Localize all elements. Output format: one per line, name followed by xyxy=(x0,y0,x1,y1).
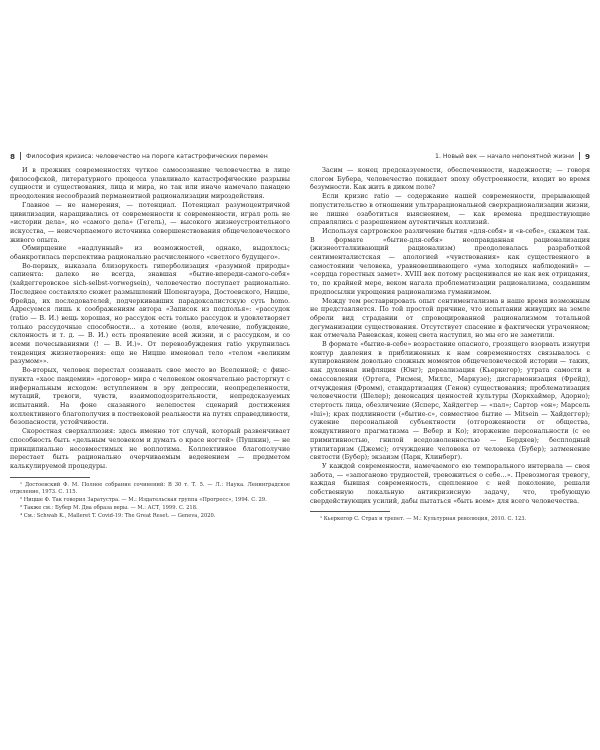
footnote: ¹ Кьеркегор С. Страх и трепет. — М.: Культурная революция, 2010. С. 123. xyxy=(320,516,527,523)
paragraph: Обмирщение «надлунный» из возможностей, однако, выдохлось; обанкротилась перспектива рационально расчисленного «светлого будущего». xyxy=(10,244,290,262)
left-page-number: 8 xyxy=(10,151,16,161)
footnote: ⁴ См.: Schwab K., Malleret T. Covid-19: The Great Reset. — Geneva, 2020. xyxy=(20,512,216,519)
right-header-divider xyxy=(579,152,580,160)
right-page xyxy=(310,150,590,730)
paragraph: И в прежних современностях чуткое самосознание человечества в лице философской, литературного процесса улавливало катастрофические разрывы сущности и существования, лица и мира, но так или иначе намечало панацею преодоления несообразий перманентной рационализации мироздействия. xyxy=(10,166,290,201)
paragraph: Главное — не намерения, — потенциал. Потенциал разумоцентричной цивилизации, наращивались от современности к современности, играл роль не «истории дела», но «самого дела» (Гегель), — высокого жизнеустроительного искусства, — неисчерпаемого источника совершенствования общечеловеческого живого опыта. xyxy=(10,200,290,244)
paragraph: Используя сартровское различение бытия «для-себя» и «в-себе», скажем так. В формате «бытие-для-себя» неоправданная рационализация (жизнеотталкивающий рационализм) преодолевалась разработкой сентименталистская — апологией «чувствования» как существенного в самостоянии человека, уравновешивающего «ума холодных наблюдений» — «сердца горестных замет». XVIII век потому расценивался не как век отрицания, то, по крайней мере, веком нагала проблематизации рационализма, создавшим предпосылки укрощения рационализма гуманизмом. xyxy=(310,226,590,296)
left-header-divider xyxy=(20,152,21,160)
left-footnote-rule xyxy=(10,477,90,478)
right-footnote-rule xyxy=(310,511,390,512)
paragraph: Скоростная сверхаллюзия: здесь именно тот случай, который развенчивает способность быть «дельным человеком и думать о красе ногтей» (Пушкин), — не принципиально несовместимых не воплотима. Коллективное благополучие перестает быть рационально очерчиваемым веденением — предметом калькулируемой процедуры. xyxy=(10,427,290,470)
right-body-text xyxy=(310,166,590,505)
right-footnotes xyxy=(310,516,590,523)
right-running-head xyxy=(310,150,590,162)
paragraph: В формате «бытие-в-себе» возрастание опасного, грозящего взорвать изнутри контур давления в приближенных к нам современностях связывалось с купированием довольно сложных моментов общечеловеческой истории — таких, как духовная инфляция (Юнг); дереализация (Кьеркегор); утрата самости в омассовлении (Ортега, Рисмен, Миллс, Маркузе); дисгармонизация (Фрейд), отчуждения (Фромм), стандартизация (Генон) существования; проблематизация человечности (Шелер); денонсация ценностей культуры (Хоркхаймер, Адорно); стертость лица, обезличение (Ясперс, Хайдеггер — «пал»; Сартор «он»; Марсель «lui»); крах подлинности («бытие-с», совместное бытие — Mitsein — Хайдеггер); сужение персональной субъектности (отгороженности от общества, кондуктивного прагматизма — Вебер и Ко); вторжение персональности (с ее примитивностью, гнилой вседозволенностью — Бердяев); бесплодный утилитаризм (Джемс); отчуждение человека от человека (Бубер); затменение святости (Бубер); экзаизм (Парк, Клинберг). xyxy=(310,340,590,462)
left-body-text xyxy=(10,166,290,471)
left-running-head xyxy=(10,150,290,162)
footnote: ³ Также см.: Бубер М. Два образа веры. — М.: АСТ, 1999. С. 218. xyxy=(20,504,198,511)
left-page xyxy=(10,150,290,730)
paragraph: Если кризис ratio — содержание нашей современности, прерывающей попустительство в отношении ультрарациональной сверхрационализации жизни, не лишне озаботиться выяснением, — как времена предшествующие справлялись с разрешением аутентичных коллизий. xyxy=(310,192,590,227)
footnote: ¹ Достоевский Ф. М. Полное собрание сочинений: В 30 т. Т. 5. — Л.: Наука. Ленинградское отделение, 1973. С. 115. xyxy=(10,481,290,495)
paragraph: Во-вторых, человек перестал сознавать свое место во Вселенной; с финс-пункта «хаос пандемии» «договор» мира с человеком окончательно расторгнут с инфернальным исходом: вступлением в эру депрессии, неопределенности, мутаций, тревоги, чувств, взаимоподозрительности, непредсказуемых испытаний. На фоне сказанного нелепостен сценарий достижения коллективного благополучия в поствековой реальности на путях справедливости, безопасности, устойчивости. xyxy=(10,366,290,427)
paragraph: Между тем реставрировать опыт сентиментализма в наше время возможным не представляется. По той простой причине, что испытании живущих на земле обрели вид страдании от спровоцированной рационализмом тотальной дегуманизации существования. Отсутствует спасение в фактически утраченном; как отмечала Раневская, конец света наступил, но мы его не заметили. xyxy=(310,296,590,340)
left-running-head-title: Философия кризиса: человечество на пороге катастрофических перемен xyxy=(26,152,268,160)
right-page-number: 9 xyxy=(584,151,590,161)
paragraph: Во-первых, выказала близорукость гиперболизация «разумной природы» сапиента: далеко не всегда, знавшая «бытие-впереди-самого-себя» (хайдеггеровское sich-selbst-vorwegsein), человечество поступает рационально. Последнее составляло сюжет размышлений Шопенгауэра, Достоевского, Ницше, Фрейда, их последователей, подчеркивавших парадоксалистскую суть homo. Адресуемся лишь к соображениям автора «Записок из подполья»: «рассудок (ratio — В. И.) вещь хорошая, но рассудок есть только рассудок и удовлетворяет только рассудочные способности... а хотение (воля, влечение, побуждение, склонность и т. д. — В. И.) есть проявление всей жизни, и с рассудком, и со всеми почесываниями (! — В. И.)». От перевозбуждения ratio укрупнилась тенденция жизнетворения: еще не Ницше именовал тело «телом «великим разумом»». xyxy=(10,261,290,366)
footnote: ² Ницше Ф. Так говорил Заратустра. — М.: Издательская группа «Прогресс», 1994. С. 29. xyxy=(20,496,267,503)
right-running-head-title: 1. Новый век — начало непонятной жизни xyxy=(435,152,574,160)
paragraph: Засим — конец предсказуемости, обеспеченности, надежности; — говоря слогом Бубера, человечество покидает эпоху обустроенности, входит во время безумности. Как жить в диком поле? xyxy=(310,166,590,192)
paragraph: У каждой современности, намечаемого ею темпорального интервала — своя забота, — «запоганово трудностей, тревожиться о себе…». Превозмогая тревогу, каждая бывшая современность, сцепленное с ней поколение, решали собственную локальную антикризисную задачу, что, требующую свердействующих усилий, дабы пытаться «быть всем» для всего человечества. xyxy=(310,461,590,505)
left-footnotes xyxy=(10,482,290,520)
